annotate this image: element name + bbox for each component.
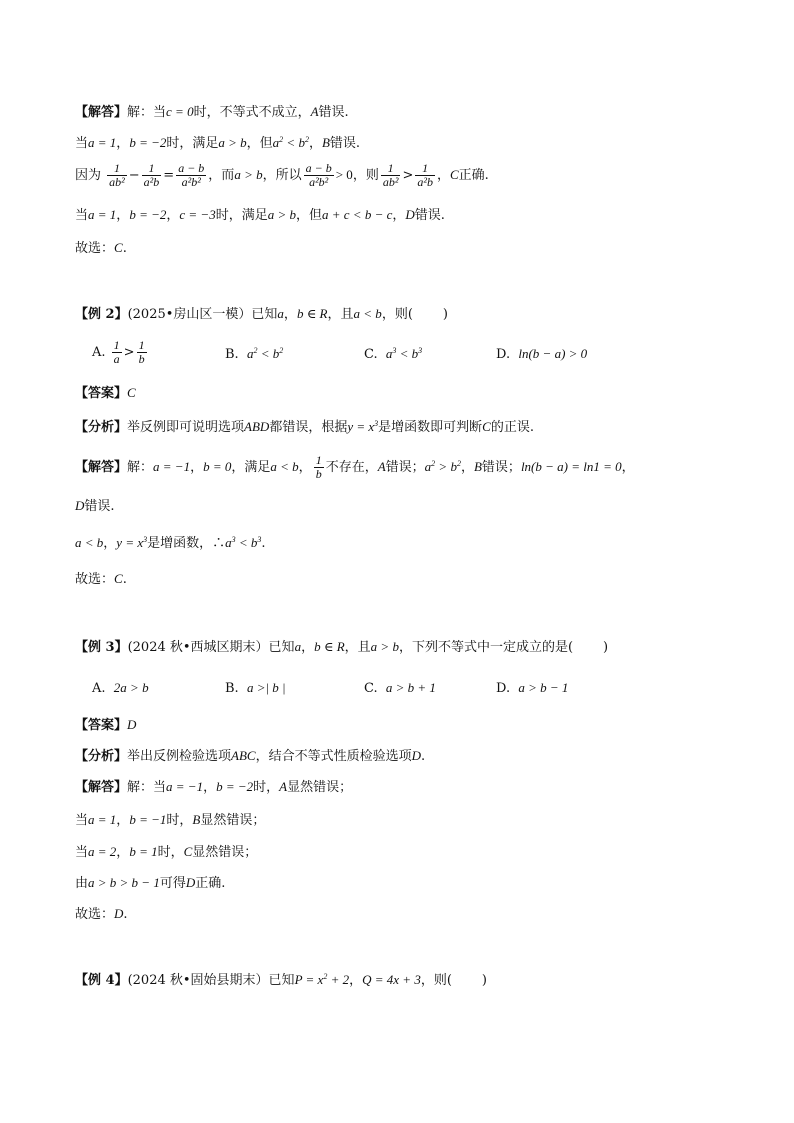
example2-option-b: B. $a^2 < b^2$ xyxy=(225,346,284,362)
example3-option-d: D. a > b − 1 xyxy=(496,680,569,696)
solution1-line2: 当a = 1，b = −2时，满足a > b，但$a^2 < b^2$，B错误. xyxy=(75,135,361,151)
example2-solution-line3: a < b，$y = x^3$是增函数，$\therefore a^3 < b^3$. xyxy=(75,535,266,551)
example2-analysis: 【分析】举反例即可说明选项ABD都错误，根据$y = x^3$是增函数即可判断C的正误. xyxy=(75,419,534,435)
example3-solution-line4: 由a > b > b − 1可得D正确. xyxy=(75,875,226,891)
example-label: 【例 3】 xyxy=(75,640,128,655)
example2-solution-line1: 【解答】解：a = −1，b = 0，满足a < b， $\frac{1}{b}$ 不存在，A错误；$a^2 > b^2$，B错误；ln(b − a) = ln1 = 0， xyxy=(75,453,635,481)
example3-question: 【例 3】(2024 秋•西城区期末）已知a，b ∈ R，且a > b，下列不等式中一定成立的是( ) xyxy=(75,639,609,655)
example3-solution-line1: 【解答】解：当a = −1，b = −2时，A显然错误； xyxy=(75,779,353,795)
example3-analysis: 【分析】举出反例检验选项ABC，结合不等式性质检验选项D. xyxy=(75,748,426,764)
example-label: 【例 2】 xyxy=(75,307,128,322)
fraction: $\frac{1}{b}$ xyxy=(138,338,145,366)
example2-solution-line2: D错误. xyxy=(75,498,115,514)
example2-option-a: A. $\frac{1}{a}$ > $\frac{1}{b}$ xyxy=(92,338,145,366)
fraction: $\frac{1}{a}$ xyxy=(113,338,120,366)
fraction: $\frac{1}{\text{a²b}}$ xyxy=(417,161,433,189)
example2-question: 【例 2】(2025•房山区一模）已知a，b ∈ R，且a < b，则( ) xyxy=(75,306,448,322)
example-source: (2024 秋•西城区期末） xyxy=(127,640,269,655)
example2-answer: 【答案】C xyxy=(75,385,136,401)
example3-solution-line5: 故选：D. xyxy=(75,906,128,922)
example3-option-b: B. a >| b | xyxy=(225,680,286,696)
example3-solution-line2: 当a = 1，b = −1时，B显然错误； xyxy=(75,812,266,828)
example-source: (2025•房山区一模） xyxy=(127,307,252,322)
fraction: $\frac{1}{\text{ab²}}$ xyxy=(109,161,125,189)
solution1-line4: 当a = 1，b = −2，c = −3时，满足a > b，但a + c < b − c，D错误. xyxy=(75,207,445,223)
example2-option-c: C. $a^3 < b^3$ xyxy=(364,346,423,362)
fraction: $\frac{a - b}{\text{a²b²}}$ xyxy=(305,161,332,189)
solution1-line1: 【解答】解：当c = 0时，不等式不成立，A错误. xyxy=(75,104,349,120)
solution1-line5: 故选：C. xyxy=(75,240,127,256)
fraction: $\frac{1}{\text{ab²}}$ xyxy=(382,161,399,189)
example-label: 【例 4】 xyxy=(75,973,128,988)
example2-solution-line4: 故选：C. xyxy=(75,571,127,587)
fraction: $\frac{1}{b}$ xyxy=(315,453,322,481)
example3-answer: 【答案】D xyxy=(75,717,137,733)
example2-option-d: D. ln(b − a) > 0 xyxy=(496,346,588,362)
example-source: (2024 秋•固始县期末） xyxy=(127,973,269,988)
fraction: $\frac{1}{\text{a²b}}$ xyxy=(143,161,160,189)
solution-label: 【解答】 xyxy=(75,105,128,120)
solution1-line3: 因为 $\frac{1}{\text{ab²}}$ − $\frac{1}{\text{a²b}}$ = $\frac{a - b}{\text{a²b²}}$ ，而a > b，所以 $\frac{a - b}{\text{a²b²}}$ > 0，则 $\frac{1}{\text{ab²}}$ > $\frac{1}{\text{a²b}}$ ，C正确. xyxy=(75,161,489,189)
fraction: $\frac{a - b}{\text{a²b²}}$ xyxy=(178,161,205,189)
example3-solution-line3: 当a = 2，b = 1时，C显然错误； xyxy=(75,844,258,860)
example3-option-a: A. 2a > b xyxy=(92,680,149,696)
example3-option-c: C. a > b + 1 xyxy=(364,680,436,696)
example4-question: 【例 4】(2024 秋•固始县期末）已知$P = x^2 + 2$，Q = 4x + 3，则( ) xyxy=(75,972,487,988)
